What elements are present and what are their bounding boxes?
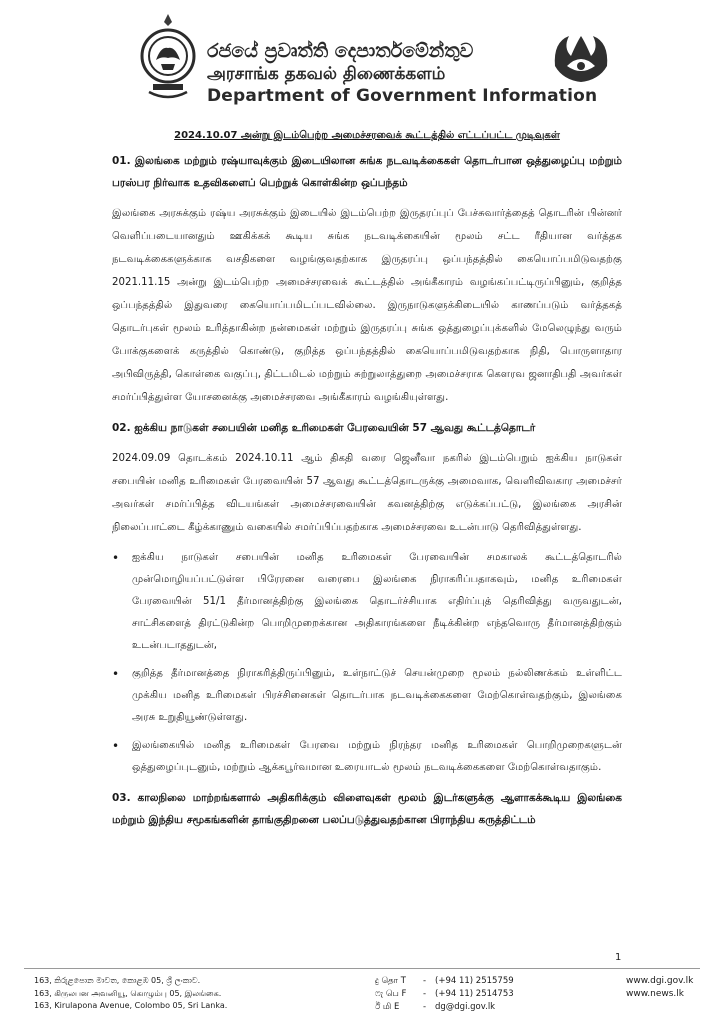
header-tamil: அரசாங்க தகவல் திணைக்களம் [207,64,446,84]
telephone-value: (+94 11) 2515759 [435,976,514,986]
contact-label: ඊ மி E [375,1002,400,1012]
bullet-icon: • [112,551,120,565]
website-link-news[interactable]: www.news.lk [626,989,684,999]
header-sinhala: රජයේ ප්‍රවෘත්ති දෙපාර්තමේන්තුව [207,40,474,62]
address-tamil: 163, கிருலபன அவனியூ, கொழும்பு 05, இலங்கை. [34,988,222,998]
document-body [112,122,622,831]
section-heading: 01. இலங்கை மற்றும் ரஷ்யாவுக்கும் இடையிலான சுங்க நடவடிக்கைகள் தொடர்பான ஒத்துழைப்பு மற்றும் பரஸ்பர நிர்வாக உதவிகளைப் பெற்றுக் கொள்கின்ற ஒப்பந்தம் [112,155,622,189]
bullet-icon: • [112,739,120,753]
contact-label: දු தொ T [375,976,406,986]
footer-address [34,975,227,1013]
page-number: 1 [615,952,622,963]
sri-lanka-emblem-icon [139,12,197,102]
bullet-list [112,547,622,779]
list-item: • இலங்கையில் மனித உரிமைகள் பேரவை மற்றும் நிரந்தர மனித உரிமைகள் பொறிமுறைகளுடன் ஒத்துழைப்புடனும், மற்றும் ஆக்கபூர்வமான உரையாடல் மூலம் நடவடிக்கைகளை மேற்கொள்வதாகும். [112,735,622,779]
header-english: Department of Government Information [207,86,598,106]
email-link[interactable]: dg@dgi.gov.lk [435,1002,496,1012]
fax-value: (+94 11) 2514753 [435,989,514,999]
traditional-swan-ornament-icon [547,22,615,90]
footer-contacts [375,975,514,1014]
contact-row: ඊ மி E - dg@dgi.gov.lk [375,1002,496,1012]
address-english: 163, Kirulapona Avenue, Colombo 05, Sri Lanka. [34,1001,228,1010]
document-title: 2024.10.07 அன்று இடம்பெற்ற அமைச்சரவைக் கூட்டத்தில் எட்டப்பட்ட முடிவுகள் [174,130,560,141]
address-sinhala: 163, කිරුළපොන මාවත, කොළඹ 05, ශ්‍රී ලංකාව. [34,976,201,985]
section-heading: 03. காலநிலை மாற்றங்களால் அதிகரிக்கும் விளைவுகள் மூலம் இடர்களுக்கு ஆளாகக்கூடிய இலங்கை மற்றும் இந்திய சமூகங்களின் தாங்குதிறனை பலப்படுத்துவதற்கான பிராந்திய கருத்திட்டம் [112,792,622,826]
contact-row: දු தொ T - (+94 11) 2515759 [375,976,514,986]
letterhead [0,0,724,118]
contact-row: ෆැ பெ F - (+94 11) 2514753 [375,989,514,999]
bullet-icon: • [112,667,120,681]
footer-websites [626,975,693,1001]
contact-label: ෆැ பெ F [375,989,407,999]
list-item: • ஐக்கிய நாடுகள் சபையின் மனித உரிமைகள் பேரவையின் சமகாலக் கூட்டத்தொடரில் முன்மொழியப்பட்டுள்ள பிரேரனை வரைபை இலங்கை நிராகரிப்பதாகவும், மனித உரிமைகள் பேரவையின் 51/1 தீர்மானத்திற்கு இலங்கை தொடர்ச்சியாக எதிர்ப்புத் தெரிவித்து வருவதுடன், சாட்சிகளைத் திரட்டுகின்ற பொறிமுறைக்கான அதிகாரங்களை நீடிக்கின்ற எந்தவொரு தீர்மானத்திற்கும் உடன்படாததுடன், [112,547,622,657]
footer-divider [24,968,700,969]
section-paragraph: 2024.09.09 தொடக்கம் 2024.10.11 ஆம் திகதி வரை ஜெனீவா நகரில் இடம்பெறும் ஐக்கிய நாடுகள் சபையின் மனித உரிமைகள் பேரவையின் 57 ஆவது கூட்டத்தொடருக்கு அமைவாக, வெளிவிவகார அமைச்சர் அவர்கள் சமர்ப்பித்த விடயங்கள் அமைச்சரவையின் கவனத்திற்கு எடுக்கப்பட்டு, இலங்கை அரசின் நிலைப்பாட்டை கீழ்க்காணும் வகையில் சமர்ப்பிப்பதற்காக அமைச்சரவை உடன்பாடு தெரிவித்துள்ளது. [112,453,622,533]
website-link-dgi[interactable]: www.dgi.gov.lk [626,976,694,986]
section-paragraph: இலங்கை அரசுக்கும் ரஷ்ய அரசுக்கும் இடையில் இடம்பெற்ற இருதரப்புப் பேச்சுவார்த்தைத் தொடரின் பின்னர் வெளிப்படையானதும் ஊகிக்கக் கூடிய சுங்க நடவடிக்கையின் மூலம் சட்ட ரீதியான வர்த்தக நடவடிக்கைகளுக்காக வசதிகளை வழங்குவதற்காக இருதரப்பு ஒப்பந்தத்தில் கையொப்பமிடுவதற்கு 2021.11.15 அன்று இடம்பெற்ற அமைச்சரவைக் கூட்டத்தில் அங்கீகாரம் வழங்கப்பட்டிருப்பினும், குறித்த ஒப்பந்தத்தில் இதுவரை கையொப்பமிடப்படவில்லை. இருநாடுகளுக்கிடையில் காணப்படும் வர்த்தகத் தொடர்புகள் மூலம் உரித்தாகின்ற நன்மைகள் மற்றும் இருதரப்பு சுங்க ஒத்துழைப்புக்களில் மேலெழுந்து வரும் போக்குகளைக் கருத்தில் கொண்டு, குறித்த ஒப்பந்தத்தில் கையொப்பமிடுவதற்காக நிதி, பொருளாதார அபிவிருத்தி, கொள்கை வகுப்பு, திட்டமிடல் மற்றும் சுற்றுலாத்துறை அமைச்சராக கௌரவ ஜனாதிபதி அவர்கள் சமர்ப்பித்துள்ள யோசனைக்கு அமைச்சரவை அங்கீகாரம் வழங்கியுள்ளது. [112,208,622,403]
section-heading: 02. ஐக்கிய நாடுகள் சபையின் மனித உரிமைகள் பேரவையின் 57 ஆவது கூட்டத்தொடர் [112,422,536,434]
list-item: • குறித்த தீர்மானத்தை நிராகரித்திருப்பினும், உள்நாட்டுச் செயன்முறை மூலம் நல்லிணக்கம் உள்ளிட்ட முக்கிய மனித உரிமைகள் பிரச்சினைகள் தொடர்பாக நடவடிக்கைகளை மேற்கொள்வதற்கும், இலங்கை அரசு உறுதியூண்டுள்ளது. [112,663,622,729]
